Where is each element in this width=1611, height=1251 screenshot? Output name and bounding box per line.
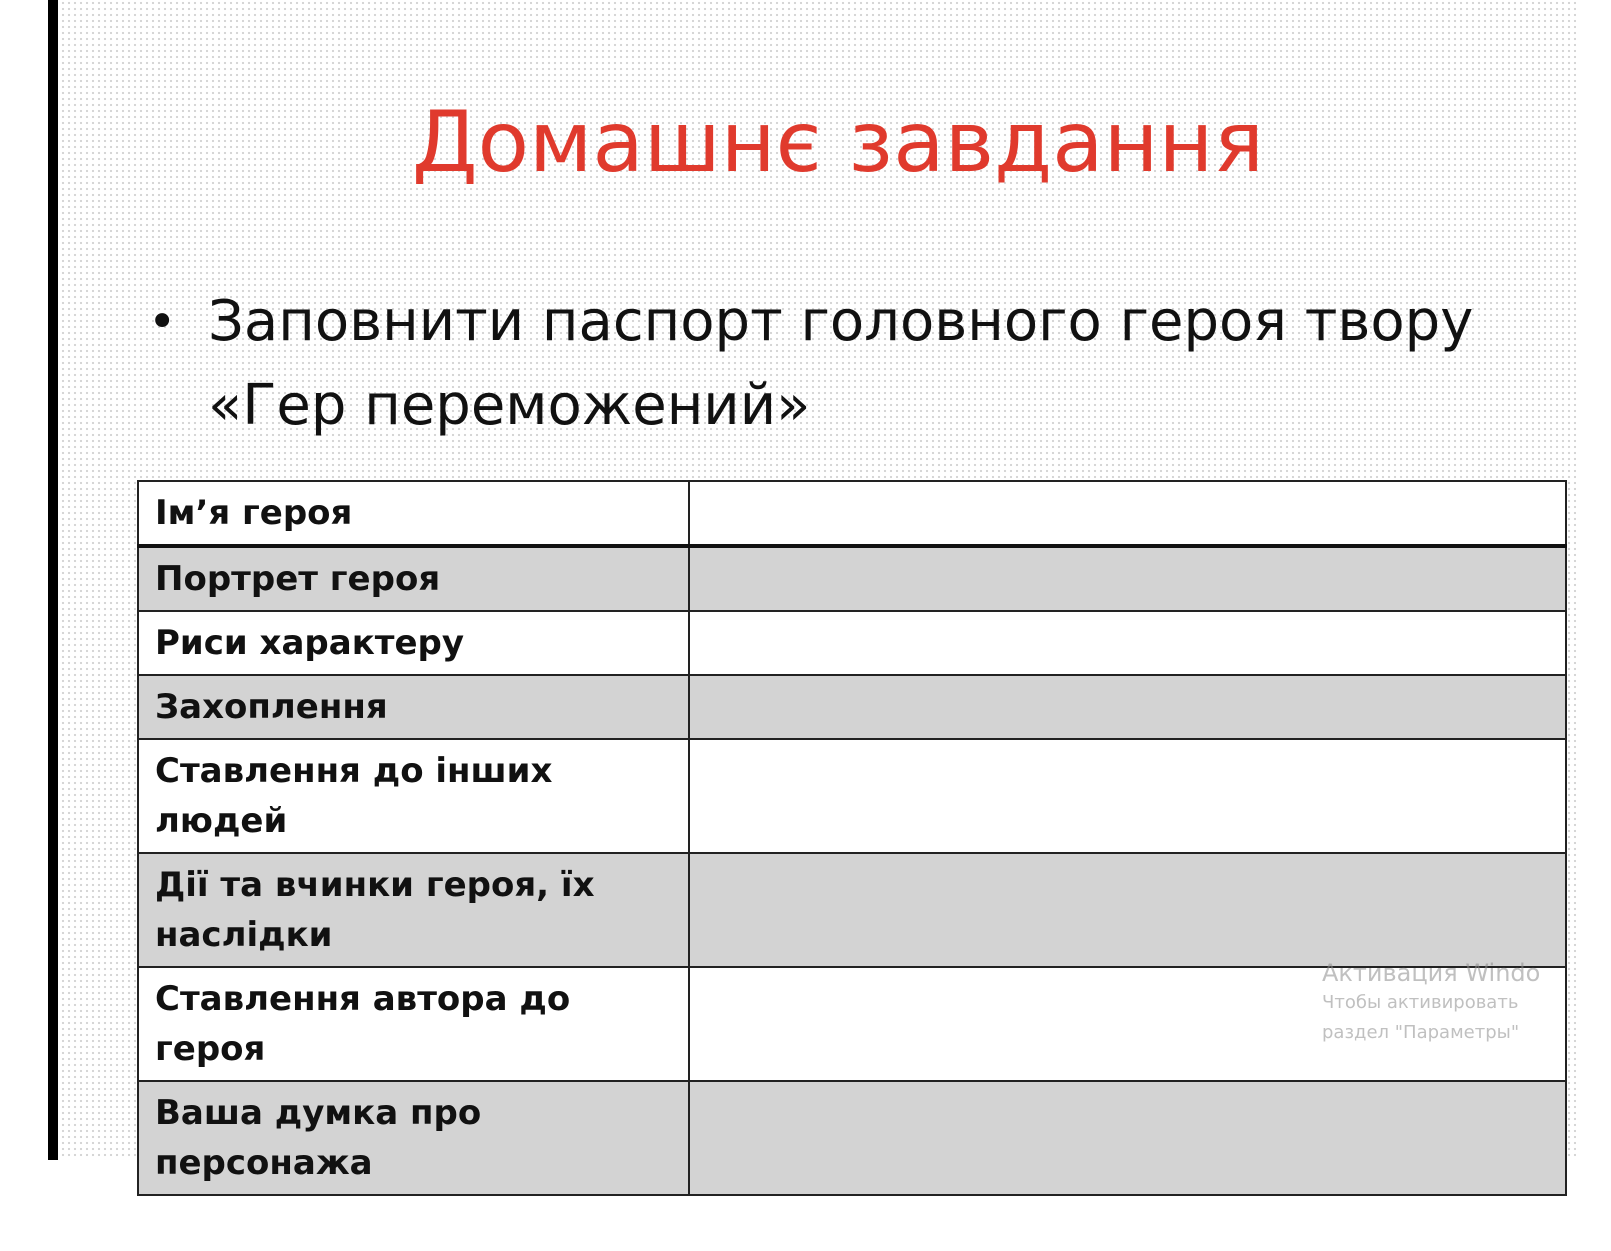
bullet-item <box>148 280 1548 448</box>
row-value-your-opinion <box>689 1081 1566 1195</box>
slide-title: Домашнє завдання <box>411 93 1265 191</box>
table-row <box>138 739 1566 853</box>
table-row <box>138 853 1566 967</box>
row-value-traits <box>689 611 1566 675</box>
slide-left-border <box>48 0 58 1160</box>
table-row <box>138 481 1566 546</box>
row-label-portrait: Портрет героя <box>138 546 689 611</box>
row-value-hobbies <box>689 675 1566 739</box>
row-label-traits: Риси характеру <box>138 611 689 675</box>
bullet-text <box>208 280 1548 448</box>
watermark-line-2: Чтобы активировать <box>1322 992 1519 1013</box>
watermark-line-3: раздел "Параметры" <box>1322 1022 1520 1043</box>
row-label-your-opinion: Ваша думка про персонажа <box>138 1081 689 1195</box>
row-label-author-attitude: Ставлення автора до героя <box>138 967 689 1081</box>
table-row <box>138 1081 1566 1195</box>
row-label-actions: Дії та вчинки героя, їх наслідки <box>138 853 689 967</box>
windows-activation-watermark <box>1322 958 1576 1048</box>
row-label-name: Ім’я героя <box>138 481 689 546</box>
row-label-hobbies: Захоплення <box>138 675 689 739</box>
row-label-attitude-others: Ставлення до інших людей <box>138 739 689 853</box>
row-value-name <box>689 481 1566 546</box>
row-value-attitude-others <box>689 739 1566 853</box>
hero-passport-table <box>137 480 1567 1196</box>
bullet-line-2: «Гер переможений» <box>208 373 811 438</box>
table-row <box>138 675 1566 739</box>
bullet-dot-icon: • <box>148 294 177 350</box>
row-value-portrait <box>689 546 1566 611</box>
table-row <box>138 546 1566 611</box>
bullet-line-1: Заповнити паспорт головного героя твору <box>208 289 1474 354</box>
row-value-actions <box>689 853 1566 967</box>
table-row <box>138 611 1566 675</box>
watermark-line-1: Активация Windo <box>1322 959 1541 987</box>
